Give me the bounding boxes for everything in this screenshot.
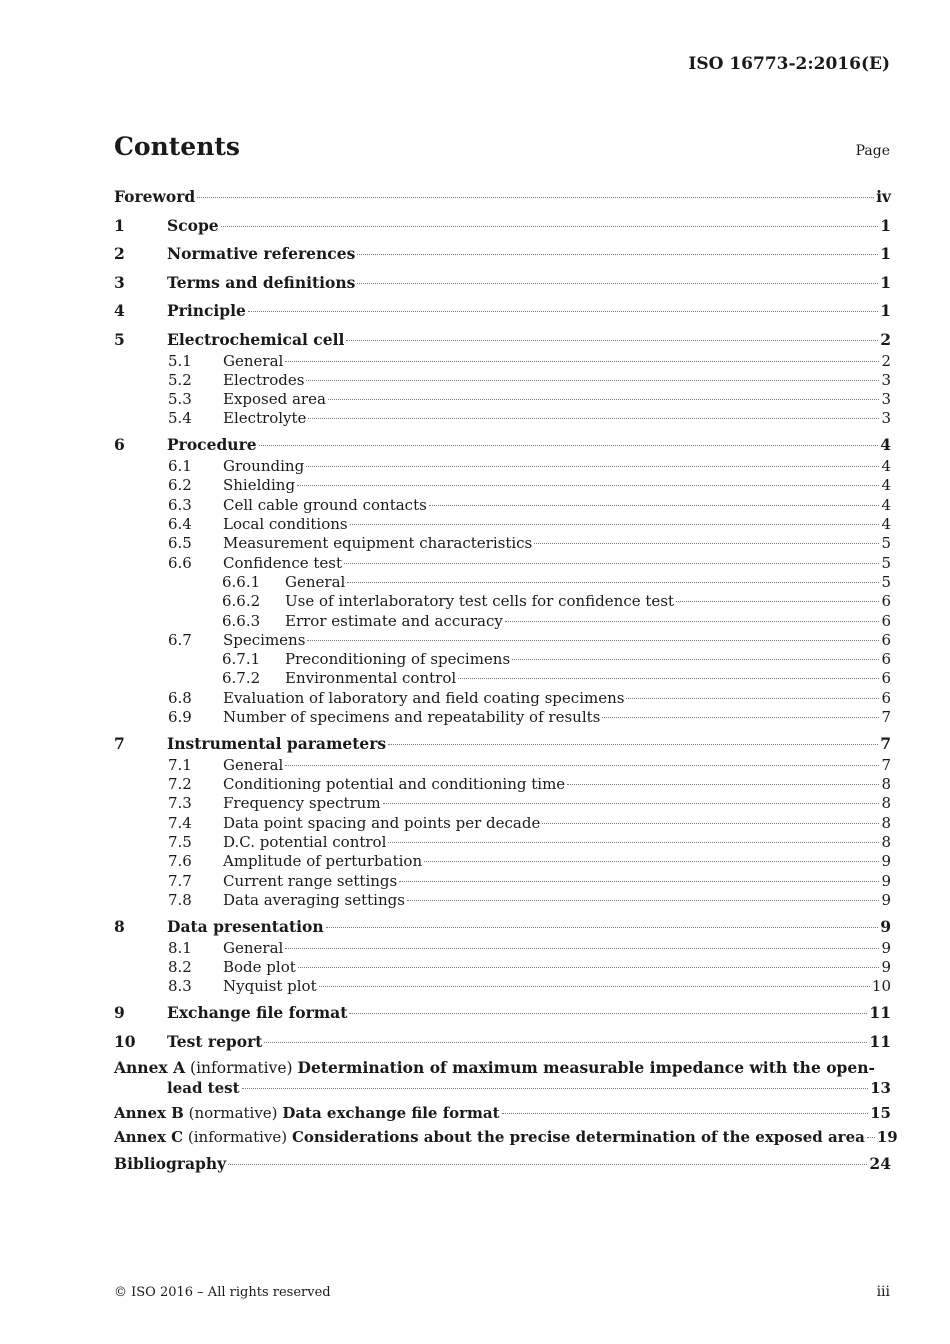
toc-entry-title: Electrolyte	[223, 409, 307, 428]
leader-dots	[307, 640, 879, 641]
toc-entry-title: Nyquist plot	[223, 977, 317, 996]
toc-entry-page: 10	[871, 977, 891, 996]
leader-dots	[306, 466, 879, 467]
toc-entry-number: 6.6.3	[222, 611, 261, 630]
leader-dots	[319, 986, 870, 987]
toc-subentry[interactable]	[114, 631, 891, 650]
toc-entry-page: 9	[881, 890, 891, 909]
toc-entry-page: 5	[881, 534, 891, 553]
leader-dots	[297, 485, 879, 486]
toc-entry-number: 6	[114, 435, 125, 455]
toc-entry[interactable]	[114, 915, 891, 939]
toc-entry-number: 9	[114, 1003, 125, 1023]
toc-entry-number: 5.3	[168, 390, 192, 409]
toc-entry-page: 8	[881, 833, 891, 852]
copyright-notice: © ISO 2016 – All rights reserved	[114, 1285, 331, 1300]
toc-entry-page: 6	[881, 592, 891, 611]
toc-subentry[interactable]	[114, 409, 891, 428]
toc-entry-title: Number of specimens and repeatability of results	[223, 708, 601, 727]
toc-subentry[interactable]	[114, 852, 891, 871]
toc-entry-number: 1	[114, 215, 125, 235]
toc-entry-number: 6.7.2	[222, 669, 261, 688]
toc-entry-title: Error estimate and accuracy	[285, 611, 503, 630]
toc-entry-title: Use of interlaboratory test cells for confidence test	[285, 592, 674, 611]
leader-dots	[542, 823, 879, 824]
toc-entry-number: 3	[114, 272, 125, 292]
table-of-contents	[114, 185, 898, 1176]
toc-entry-page: 6	[881, 669, 891, 688]
toc-entry-number: 7.2	[168, 775, 192, 794]
leader-dots	[347, 582, 879, 583]
toc-entry-page: 5	[881, 572, 891, 591]
toc-entry-number: 7.3	[168, 794, 192, 813]
toc-entry-title: Data averaging settings	[223, 890, 405, 909]
toc-entry-page: 15	[870, 1103, 891, 1122]
leader-dots	[298, 967, 880, 968]
page-number: iii	[876, 1284, 890, 1300]
toc-entry-page: 8	[881, 813, 891, 832]
leader-dots	[285, 765, 879, 766]
leader-dots	[399, 881, 879, 882]
toc-entry-number: 2	[114, 244, 125, 263]
toc-entry-title: Frequency spectrum	[223, 794, 381, 813]
toc-entry-title: Exchange file format	[167, 1003, 348, 1023]
toc-entry-number: 6.6.2	[222, 592, 261, 611]
toc-entry[interactable]	[114, 242, 891, 266]
toc-subentry[interactable]	[114, 891, 891, 910]
toc-entry-title: Instrumental parameters	[167, 733, 387, 753]
toc-entry-page: 3	[881, 409, 891, 428]
toc-entry-title: Specimens	[223, 630, 306, 649]
toc-entry-page: 6	[881, 650, 891, 669]
toc-entry-page: 2	[881, 351, 891, 370]
toc-entry-number: 6.9	[168, 708, 192, 727]
leader-dots	[867, 1137, 875, 1138]
leader-dots	[567, 784, 879, 785]
toc-subentry[interactable]	[114, 833, 891, 852]
toc-entry-page: 4	[881, 457, 891, 476]
toc-entry-title: Grounding	[223, 457, 305, 476]
toc-entry-number: 6.7	[168, 630, 192, 649]
toc-entry-number: 6.2	[168, 476, 192, 495]
toc-entry-title: Environmental control	[285, 669, 457, 688]
toc-subentry[interactable]	[114, 872, 891, 891]
toc-subentry[interactable]	[114, 958, 891, 977]
leader-dots	[349, 1013, 867, 1014]
leader-dots	[534, 543, 879, 544]
toc-entry-title: Test report	[167, 1031, 263, 1051]
toc-entry-title: General	[223, 351, 284, 370]
toc-entry[interactable]	[114, 433, 891, 457]
toc-entry-number: 6.6.1	[222, 572, 261, 591]
toc-entry-title: Current range settings	[223, 871, 398, 890]
leader-dots	[197, 197, 874, 198]
toc-entry-title: Scope	[167, 215, 219, 235]
toc-entry-title: Cell cable ground contacts	[223, 495, 427, 514]
toc-entry-title: Foreword	[114, 187, 196, 206]
leader-dots	[383, 803, 880, 804]
toc-entry-number: 6.4	[168, 515, 192, 534]
leader-dots	[346, 340, 878, 341]
toc-entry-number: 6.1	[168, 457, 192, 476]
toc-entry-page: 7	[881, 708, 891, 727]
toc-entry-page: 9	[881, 852, 891, 871]
toc-subentry[interactable]	[114, 352, 891, 371]
toc-entry-page: 8	[881, 775, 891, 794]
toc-entry-title: Electrochemical cell	[167, 329, 345, 349]
document-id: ISO 16773-2:2016(E)	[688, 54, 890, 74]
toc-entry-title: Shielding	[223, 476, 296, 495]
toc-entry-page: 1	[880, 272, 891, 292]
toc-entry-number: 7.4	[168, 813, 192, 832]
toc-entry-page: 4	[880, 435, 891, 455]
toc-entry-page: 4	[881, 476, 891, 495]
leader-dots	[512, 659, 879, 660]
toc-subentry[interactable]	[114, 708, 891, 727]
toc-entry-page: 24	[869, 1153, 891, 1173]
toc-entry[interactable]	[114, 299, 891, 323]
leader-dots	[350, 524, 880, 525]
toc-subentry[interactable]	[114, 756, 891, 775]
leader-dots	[228, 1164, 867, 1165]
toc-entry[interactable]	[114, 328, 891, 352]
toc-subentry[interactable]	[114, 977, 891, 996]
toc-entry-page: 1	[880, 301, 891, 320]
toc-subentry[interactable]	[114, 457, 891, 476]
toc-entry-title: General	[223, 938, 284, 957]
toc-subsubentry[interactable]	[114, 650, 891, 669]
toc-entry-title: Bode plot	[223, 958, 296, 977]
toc-entry-page: 19	[876, 1128, 898, 1147]
toc-subentry[interactable]	[114, 371, 891, 390]
toc-entry-page: 6	[881, 630, 891, 649]
toc-entry-number: 8.1	[168, 938, 192, 957]
leader-dots	[285, 948, 879, 949]
toc-entry-page: 6	[881, 688, 891, 707]
toc-entry-title: General	[223, 755, 284, 774]
toc-entry-page: 4	[881, 495, 891, 514]
leader-dots	[308, 418, 879, 419]
toc-entry[interactable]	[114, 1001, 891, 1025]
toc-subentry[interactable]	[114, 775, 891, 794]
toc-entry-number: 6.8	[168, 688, 192, 707]
toc-entry-number: 7.5	[168, 833, 192, 852]
toc-entry-number: 8.2	[168, 958, 192, 977]
toc-entry-number: 6.3	[168, 495, 192, 514]
leader-dots	[602, 717, 879, 718]
toc-entry-title: Conditioning potential and conditioning time	[223, 775, 566, 794]
toc-entry-page: 1	[880, 244, 891, 263]
toc-entry-page: 6	[881, 611, 891, 630]
toc-subsubentry[interactable]	[114, 669, 891, 688]
toc-subentry[interactable]	[114, 534, 891, 553]
leader-dots	[326, 927, 879, 928]
toc-entry-number: 6.5	[168, 534, 192, 553]
toc-subsubentry[interactable]	[114, 592, 891, 611]
leader-dots	[357, 254, 878, 255]
toc-entry-title: Confidence test	[223, 553, 342, 572]
toc-subentry[interactable]	[114, 939, 891, 958]
annex-title-continued: lead test	[167, 1079, 240, 1098]
toc-entry-title: Procedure	[167, 435, 257, 455]
toc-subentry[interactable]	[114, 814, 891, 833]
toc-entry[interactable]	[114, 732, 891, 756]
leader-dots	[407, 900, 880, 901]
toc-subsubentry[interactable]	[114, 573, 891, 592]
page-column-label: Page	[855, 143, 890, 159]
leader-dots	[502, 1113, 869, 1114]
toc-entry-number: 8	[114, 916, 125, 936]
toc-entry-page: iv	[876, 187, 891, 206]
annex-label: Annex C	[114, 1128, 184, 1147]
toc-entry-title: Measurement equipment characteristics	[223, 534, 533, 553]
toc-entry-page: 8	[881, 794, 891, 813]
toc-entry[interactable]	[114, 214, 891, 238]
toc-entry-number: 7.6	[168, 852, 192, 871]
leader-dots	[357, 283, 878, 284]
annex-title: Considerations about the precise determination of the exposed area	[291, 1128, 865, 1147]
annex-type: (informative)	[190, 1059, 293, 1078]
leader-dots	[676, 601, 879, 602]
toc-entry-page: 3	[881, 370, 891, 389]
leader-dots	[626, 698, 879, 699]
toc-entry-title: Preconditioning of specimens	[285, 650, 511, 669]
toc-entry-page: 11	[869, 1003, 891, 1023]
toc-entry-page: 1	[880, 215, 891, 235]
toc-entry-title: Local conditions	[223, 515, 348, 534]
toc-entry-page: 11	[869, 1031, 891, 1051]
toc-entry-number: 5.2	[168, 370, 192, 389]
leader-dots	[344, 563, 879, 564]
toc-annex-b[interactable]	[114, 1103, 891, 1123]
toc-entry-title: Data point spacing and points per decade	[223, 813, 541, 832]
toc-entry-number: 6.6	[168, 553, 192, 572]
toc-entry-page: 9	[881, 958, 891, 977]
toc-entry-foreword[interactable]	[114, 185, 891, 209]
toc-entry-page: 13	[870, 1079, 891, 1098]
toc-entry[interactable]	[114, 1030, 891, 1054]
toc-entry-bibliography[interactable]	[114, 1152, 891, 1176]
toc-entry-page: 7	[881, 755, 891, 774]
leader-dots	[248, 311, 878, 312]
toc-entry-page: 5	[881, 553, 891, 572]
annex-title: Data exchange file format	[282, 1103, 500, 1122]
leader-dots	[458, 678, 879, 679]
page-title: Contents	[114, 132, 241, 161]
annex-label: Annex A	[114, 1058, 186, 1078]
leader-dots	[242, 1088, 869, 1089]
toc-annex-a[interactable]	[114, 1058, 891, 1098]
toc-entry-title: Data presentation	[167, 916, 324, 936]
toc-entry[interactable]	[114, 271, 891, 295]
annex-label: Annex B	[114, 1103, 184, 1122]
toc-entry-number: 4	[114, 301, 125, 320]
toc-subentry[interactable]	[114, 515, 891, 534]
annex-type: (normative)	[188, 1103, 278, 1122]
toc-entry-page: 7	[880, 733, 891, 753]
toc-subentry[interactable]	[114, 689, 891, 708]
toc-entry-title: Amplitude of perturbation	[223, 852, 423, 871]
leader-dots	[505, 621, 880, 622]
toc-entry-title: Principle	[167, 301, 246, 320]
toc-subsubentry[interactable]	[114, 612, 891, 631]
annex-type: (informative)	[187, 1128, 288, 1147]
toc-entry-page: 4	[881, 515, 891, 534]
leader-dots	[221, 226, 879, 227]
toc-entry-number: 7.7	[168, 871, 192, 890]
toc-entry-page: 3	[881, 390, 891, 409]
toc-entry-number: 5	[114, 329, 125, 349]
toc-entry-number: 7.1	[168, 755, 192, 774]
toc-entry-title: General	[285, 572, 346, 591]
toc-entry-title: Normative references	[167, 244, 356, 263]
leader-dots	[429, 505, 880, 506]
toc-entry-number: 7	[114, 733, 125, 753]
leader-dots	[259, 445, 879, 446]
toc-entry-number: 10	[114, 1031, 136, 1051]
toc-entry-page: 9	[880, 916, 891, 936]
leader-dots	[328, 399, 880, 400]
toc-subentry[interactable]	[114, 390, 891, 409]
toc-annex-c[interactable]	[114, 1127, 898, 1147]
toc-entry-number: 5.1	[168, 351, 192, 370]
toc-subentry[interactable]	[114, 554, 891, 573]
toc-entry-title: Electrodes	[223, 370, 305, 389]
toc-entry-title: Exposed area	[223, 390, 326, 409]
toc-subentry[interactable]	[114, 794, 891, 813]
toc-entry-page: 9	[881, 938, 891, 957]
leader-dots	[388, 744, 878, 745]
leader-dots	[306, 380, 879, 381]
annex-title: Determination of maximum measurable impedance with the open-	[297, 1058, 875, 1078]
toc-entry-number: 8.3	[168, 977, 192, 996]
leader-dots	[285, 361, 879, 362]
toc-entry-page: 2	[880, 329, 891, 349]
toc-entry-title: Bibliography	[114, 1153, 227, 1173]
toc-entry-number: 7.8	[168, 890, 192, 909]
toc-entry-page: 9	[881, 871, 891, 890]
toc-entry-title: Evaluation of laboratory and field coating specimens	[223, 688, 625, 707]
leader-dots	[424, 861, 879, 862]
toc-entry-number: 5.4	[168, 409, 192, 428]
toc-entry-title: Terms and definitions	[167, 272, 356, 292]
toc-entry-title: D.C. potential control	[223, 833, 387, 852]
toc-subentry[interactable]	[114, 496, 891, 515]
toc-entry-number: 6.7.1	[222, 650, 261, 669]
toc-subentry[interactable]	[114, 476, 891, 495]
leader-dots	[388, 842, 879, 843]
leader-dots	[264, 1042, 867, 1043]
